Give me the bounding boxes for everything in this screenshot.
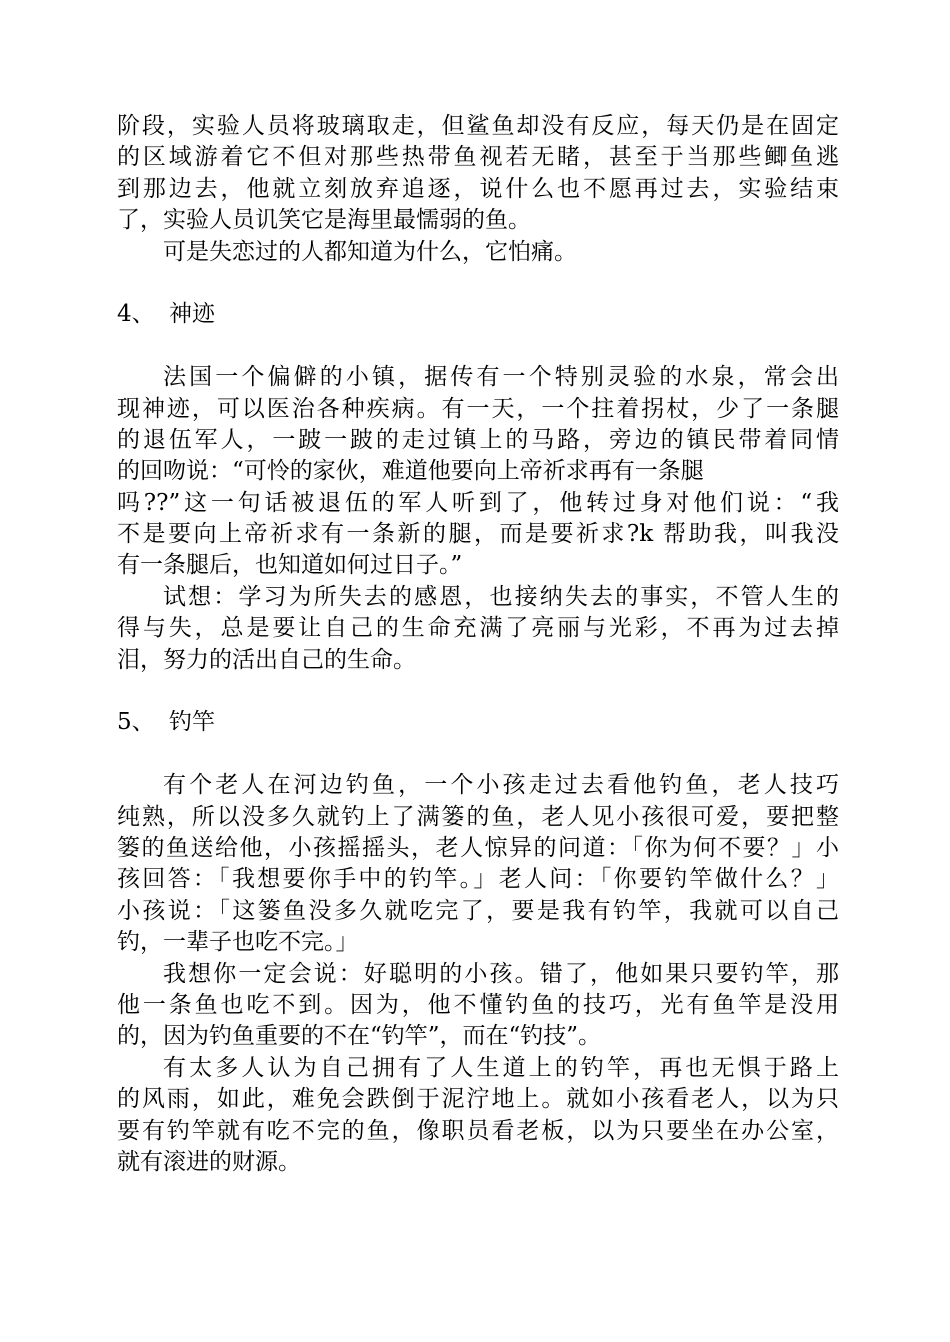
text-line: 的区域游着它不但对那些热带鱼视若无睹，甚至于当那些鲫鱼逃 bbox=[117, 144, 839, 171]
paragraph-miracle-reflection bbox=[117, 582, 839, 676]
section-number: 5、 bbox=[117, 709, 155, 736]
text-line: 有太多人认为自己拥有了人生道上的钓竿，再也无惧于路上 bbox=[163, 1054, 839, 1081]
text-line: 泪，努力的活出自己的生命。 bbox=[117, 646, 416, 673]
text-line: 现神迹，可以医治各种疾病。有一天，一个拄着拐杖，少了一条腿 bbox=[117, 395, 839, 422]
blank-line bbox=[117, 331, 839, 362]
document-page bbox=[117, 111, 839, 1178]
text-line: 不是要向上帝祈求有一条新的腿，而是要祈求?k 帮助我，叫我没 bbox=[117, 521, 839, 548]
blank-line bbox=[117, 739, 839, 770]
text-line: 要有钓竿就有吃不完的鱼，像职员看老板，以为只要坐在办公室， bbox=[117, 1117, 839, 1144]
text-line: 有个老人在河边钓鱼，一个小孩走过去看他钓鱼，老人技巧 bbox=[163, 772, 839, 799]
text-line: 阶段，实验人员将玻璃取走，但鲨鱼却没有反应，每天仍是在固定 bbox=[117, 113, 839, 139]
text-line: 了，实验人员讥笑它是海里最懦弱的鱼。 bbox=[117, 207, 531, 234]
section-title: 神迹 bbox=[169, 301, 215, 328]
section-heading-fishing-rod bbox=[117, 707, 839, 738]
paragraph-fishing-story bbox=[117, 770, 839, 958]
text-line: 他一条鱼也吃不到。因为，他不懂钓鱼的技巧，光有鱼竿是没用 bbox=[117, 991, 839, 1018]
text-line: 得与失，总是要让自己的生命充满了亮丽与光彩，不再为过去掉 bbox=[117, 615, 839, 642]
text-line: 纯熟，所以没多久就钓上了满篓的鱼，老人见小孩很可爱，要把整 bbox=[117, 803, 839, 830]
blank-line bbox=[117, 676, 839, 707]
text-line: 的回吻说：“可怜的家伙，难道他要向上帝祈求再有一条腿 bbox=[117, 458, 704, 485]
text-line: 有一条腿后，也知道如何过日子。” bbox=[117, 552, 463, 579]
text-line: 的风雨，如此，难免会跌倒于泥泞地上。就如小孩看老人，以为只 bbox=[117, 1086, 839, 1113]
paragraph-fishing-analysis bbox=[117, 959, 839, 1053]
text-line: 可是失恋过的人都知道为什么，它怕痛。 bbox=[163, 238, 577, 265]
text-line: 的退伍军人，一跛一跛的走过镇上的马路，旁边的镇民带着同情 bbox=[117, 426, 839, 453]
text-line: 到那边去，他就立刻放弃追逐，说什么也不愿再过去，实验结束 bbox=[117, 175, 839, 202]
paragraph-fishing-reflection bbox=[117, 1053, 839, 1179]
text-line: 孩回答：「我想要你手中的钓竿。」老人问：「你要钓竿做什么？」 bbox=[117, 866, 839, 893]
section-title: 钓竿 bbox=[169, 709, 215, 736]
text-line: 小孩说：「这篓鱼没多久就吃完了，要是我有钓竿，我就可以自己 bbox=[117, 897, 839, 924]
text-line: 钓，一辈子也吃不完。」 bbox=[117, 929, 359, 956]
text-line: 试想：学习为所失去的感恩，也接纳失去的事实，不管人生的 bbox=[163, 583, 839, 610]
text-line: 篓的鱼送给他，小孩摇摇头，老人惊异的问道：「你为何不要？」小 bbox=[117, 834, 839, 861]
paragraph-shark-conclusion bbox=[117, 237, 839, 268]
section-number: 4、 bbox=[117, 301, 155, 328]
text-line: 的，因为钓鱼重要的不在“钓竿”，而在“钓技”。 bbox=[117, 1023, 602, 1050]
text-line: 吗??”这一句话被退伍的军人听到了，他转过身对他们说：“我 bbox=[117, 489, 839, 516]
blank-line bbox=[117, 268, 839, 299]
paragraph-miracle-story bbox=[117, 362, 839, 582]
text-line: 我想你一定会说：好聪明的小孩。错了，他如果只要钓竿，那 bbox=[163, 960, 839, 987]
text-line: 就有滚进的财源。 bbox=[117, 1148, 301, 1175]
paragraph-shark-experiment bbox=[117, 111, 839, 237]
text-line: 法国一个偏僻的小镇，据传有一个特别灵验的水泉，常会出 bbox=[163, 364, 839, 391]
section-heading-miracle bbox=[117, 299, 839, 330]
